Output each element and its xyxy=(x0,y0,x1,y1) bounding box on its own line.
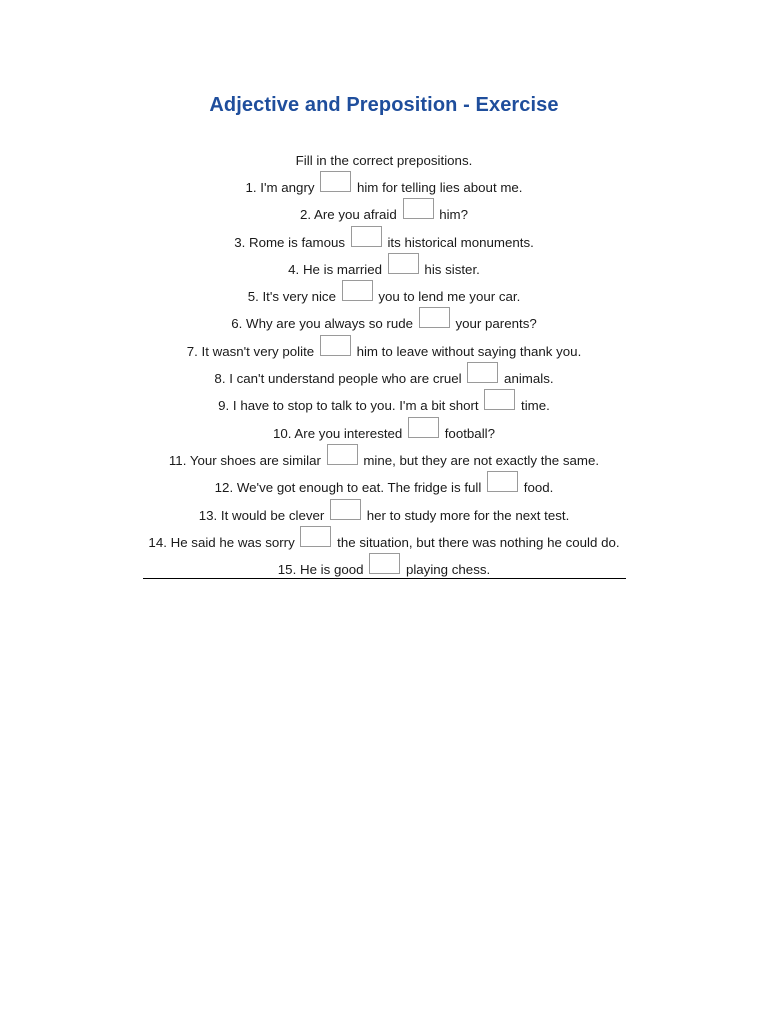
question-text-before: 1. I'm angry xyxy=(245,180,315,195)
question-1 xyxy=(140,171,628,198)
question-text-before: 4. He is married xyxy=(288,261,383,277)
question-text-after: him? xyxy=(439,207,469,223)
question-5 xyxy=(140,280,628,307)
question-text-before: 2. Are you afraid xyxy=(299,207,397,223)
question-text-before: 5. It's very nice xyxy=(247,289,336,305)
question-4 xyxy=(140,253,628,280)
question-text-after: the situation, but there was nothing he could do. xyxy=(337,534,620,550)
answer-blank-14[interactable] xyxy=(300,526,331,547)
answer-blank-15[interactable] xyxy=(369,553,400,574)
answer-blank-1[interactable] xyxy=(320,171,351,192)
question-text-after: animals. xyxy=(504,371,554,387)
question-text-before: 14. He said he was sorry xyxy=(148,534,295,550)
answer-blank-5[interactable] xyxy=(342,280,373,301)
answer-blank-11[interactable] xyxy=(327,444,358,465)
question-7 xyxy=(140,335,628,362)
question-text-after: football? xyxy=(444,425,496,441)
question-text-after: your parents? xyxy=(455,316,537,332)
question-text-after: time. xyxy=(521,398,550,414)
question-text-before: 7. It wasn't very polite xyxy=(186,343,315,359)
question-text-before: 8. I can't understand people who are cruel xyxy=(214,371,462,387)
question-2 xyxy=(140,198,628,225)
question-12 xyxy=(140,471,628,498)
question-text-before: 13. It would be clever xyxy=(198,507,325,523)
question-text-after: you to lend me your car. xyxy=(378,289,521,305)
answer-blank-6[interactable] xyxy=(419,307,450,328)
divider-line xyxy=(143,578,626,579)
answer-blank-2[interactable] xyxy=(403,198,434,219)
question-11 xyxy=(140,444,628,471)
answer-blank-12[interactable] xyxy=(487,471,518,492)
exercise-body xyxy=(140,150,628,580)
answer-blank-7[interactable] xyxy=(320,335,351,356)
answer-blank-3[interactable] xyxy=(351,226,382,247)
question-text-after: playing chess. xyxy=(405,562,491,578)
answer-blank-13[interactable] xyxy=(330,499,361,520)
question-15 xyxy=(140,553,628,580)
question-text-before: 3. Rome is famous xyxy=(234,234,346,250)
question-14 xyxy=(140,526,628,553)
question-text-before: 11. Your shoes are similar xyxy=(168,452,321,468)
instructions: Fill in the correct prepositions. xyxy=(295,153,473,168)
question-9 xyxy=(140,389,628,416)
question-text-after: mine, but they are not exactly the same. xyxy=(363,452,600,468)
answer-blank-8[interactable] xyxy=(467,362,498,383)
page-title: Adjective and Preposition - Exercise xyxy=(209,94,559,116)
answer-blank-4[interactable] xyxy=(388,253,419,274)
question-10 xyxy=(140,417,628,444)
question-text-after: him to leave without saying thank you. xyxy=(356,343,582,359)
question-text-before: 15. He is good xyxy=(277,562,364,578)
question-text-after: her to study more for the next test. xyxy=(366,507,570,523)
question-text-before: 9. I have to stop to talk to you. I'm a bit short xyxy=(218,398,479,414)
question-text-before: 12. We've got enough to eat. The fridge is full xyxy=(214,480,482,496)
question-text-after: food. xyxy=(523,480,554,496)
question-13 xyxy=(140,499,628,526)
question-text-before: 6. Why are you always so rude xyxy=(231,316,414,332)
answer-blank-10[interactable] xyxy=(408,417,439,438)
question-text-after: his sister. xyxy=(424,261,480,277)
question-text-after: its historical monuments. xyxy=(387,234,534,250)
answer-blank-9[interactable] xyxy=(484,389,515,410)
question-text-after: him for telling lies about me. xyxy=(356,180,523,195)
question-3 xyxy=(140,226,628,253)
question-8 xyxy=(140,362,628,389)
question-6 xyxy=(140,307,628,334)
question-text-before: 10. Are you interested xyxy=(272,425,403,441)
